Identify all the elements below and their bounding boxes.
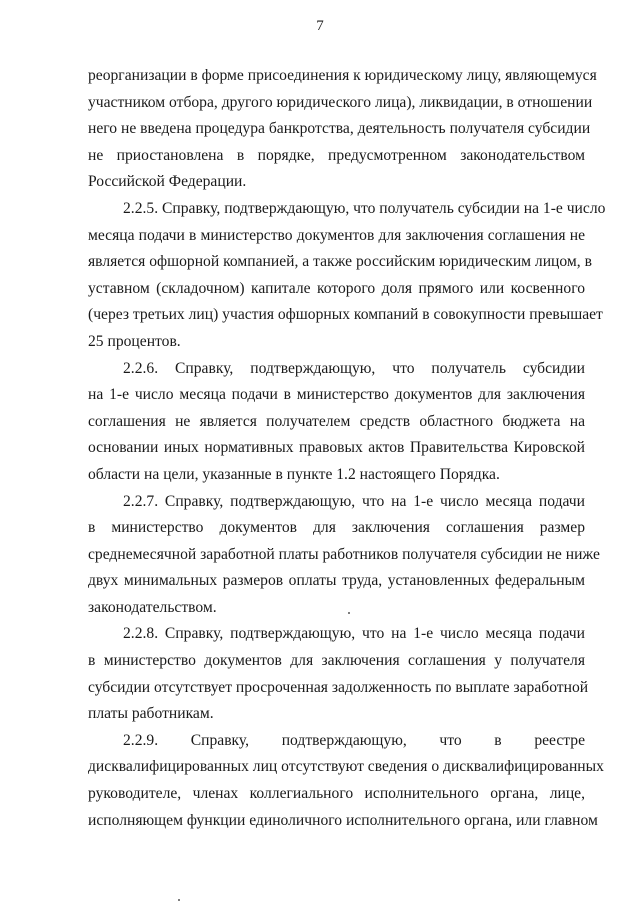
text-line: месяца подачи в министерство документов для заключения соглашения не: [88, 226, 585, 244]
text-line: участником отбора, другого юридического лица), ликвидации, в отношении: [88, 93, 593, 111]
text-line: 2.2.8. Справку, подтверждающую, что на 1-е число месяца подачи: [123, 625, 585, 643]
paragraph-2-2-8: [88, 621, 589, 727]
text-line: субсидии отсутствует просроченная задолженность по выплате заработной: [88, 678, 589, 696]
text-line: Российской Федерации.: [88, 173, 247, 191]
text-line: дисквалифицированных лиц отсутствуют сведения о дисквалифицированных: [88, 758, 604, 776]
text-line: руководителе, членах коллегиального исполнительного органа, лице,: [88, 785, 585, 803]
text-line: основании иных нормативных правовых актов Правительства Кировской: [88, 439, 585, 457]
page-number: 7: [316, 18, 324, 34]
text-line: 2.2.9. Справку, подтверждающую, что в реестре: [123, 731, 585, 749]
text-line: двух минимальных размеров оплаты труда, установленных федеральным: [88, 572, 585, 590]
text-line: исполняющем функции единоличного исполнительного органа, или главном: [88, 811, 598, 829]
text-line: законодательством.: [88, 598, 217, 616]
paragraph-continuation: [88, 63, 597, 196]
text-line: среднемесячной заработной платы работников получателя субсидии не ниже: [88, 545, 600, 563]
text-line: 25 процентов.: [88, 332, 181, 350]
text-line: на 1-е число месяца подачи в министерство документов для заключения: [88, 386, 585, 404]
text-line: 2.2.7. Справку, подтверждающую, что на 1-е число месяца подачи: [123, 492, 585, 510]
text-line: является офшорной компанией, а также российским юридическим лицом, в: [88, 253, 592, 271]
text-line: (через третьих лиц) участия офшорных компаний в совокупности превышает: [88, 306, 603, 324]
paragraph-2-2-6: [88, 356, 585, 489]
paragraph-2-2-9: [88, 728, 604, 834]
text-line: не приостановлена в порядке, предусмотренном законодательством: [88, 146, 585, 164]
text-line: 2.2.5. Справку, подтверждающую, что получатель субсидии на 1-е число: [123, 199, 606, 217]
text-line: соглашения не является получателем средств областного бюджета на: [88, 412, 585, 430]
text-line: области на цели, указанные в пункте 1.2 настоящего Порядка.: [88, 465, 500, 483]
text-line: в министерство документов для заключения соглашения размер: [88, 519, 585, 537]
text-line: платы работникам.: [88, 705, 214, 723]
text-line: в министерство документов для заключения соглашения у получателя: [88, 652, 585, 670]
paragraph-2-2-7: [88, 489, 600, 622]
text-line: реорганизации в форме присоединения к юридическому лицу, являющемуся: [88, 67, 597, 84]
document-body: [88, 63, 606, 834]
scan-speck: [178, 899, 180, 901]
text-line: него не введена процедура банкротства, деятельность получателя субсидии: [88, 120, 591, 138]
scan-speck: [348, 612, 350, 614]
text-line: 2.2.6. Справку, подтверждающую, что получатель субсидии: [123, 359, 585, 377]
text-line: уставном (складочном) капитале которого доля прямого или косвенного: [88, 279, 585, 297]
paragraph-2-2-5: [88, 196, 606, 356]
